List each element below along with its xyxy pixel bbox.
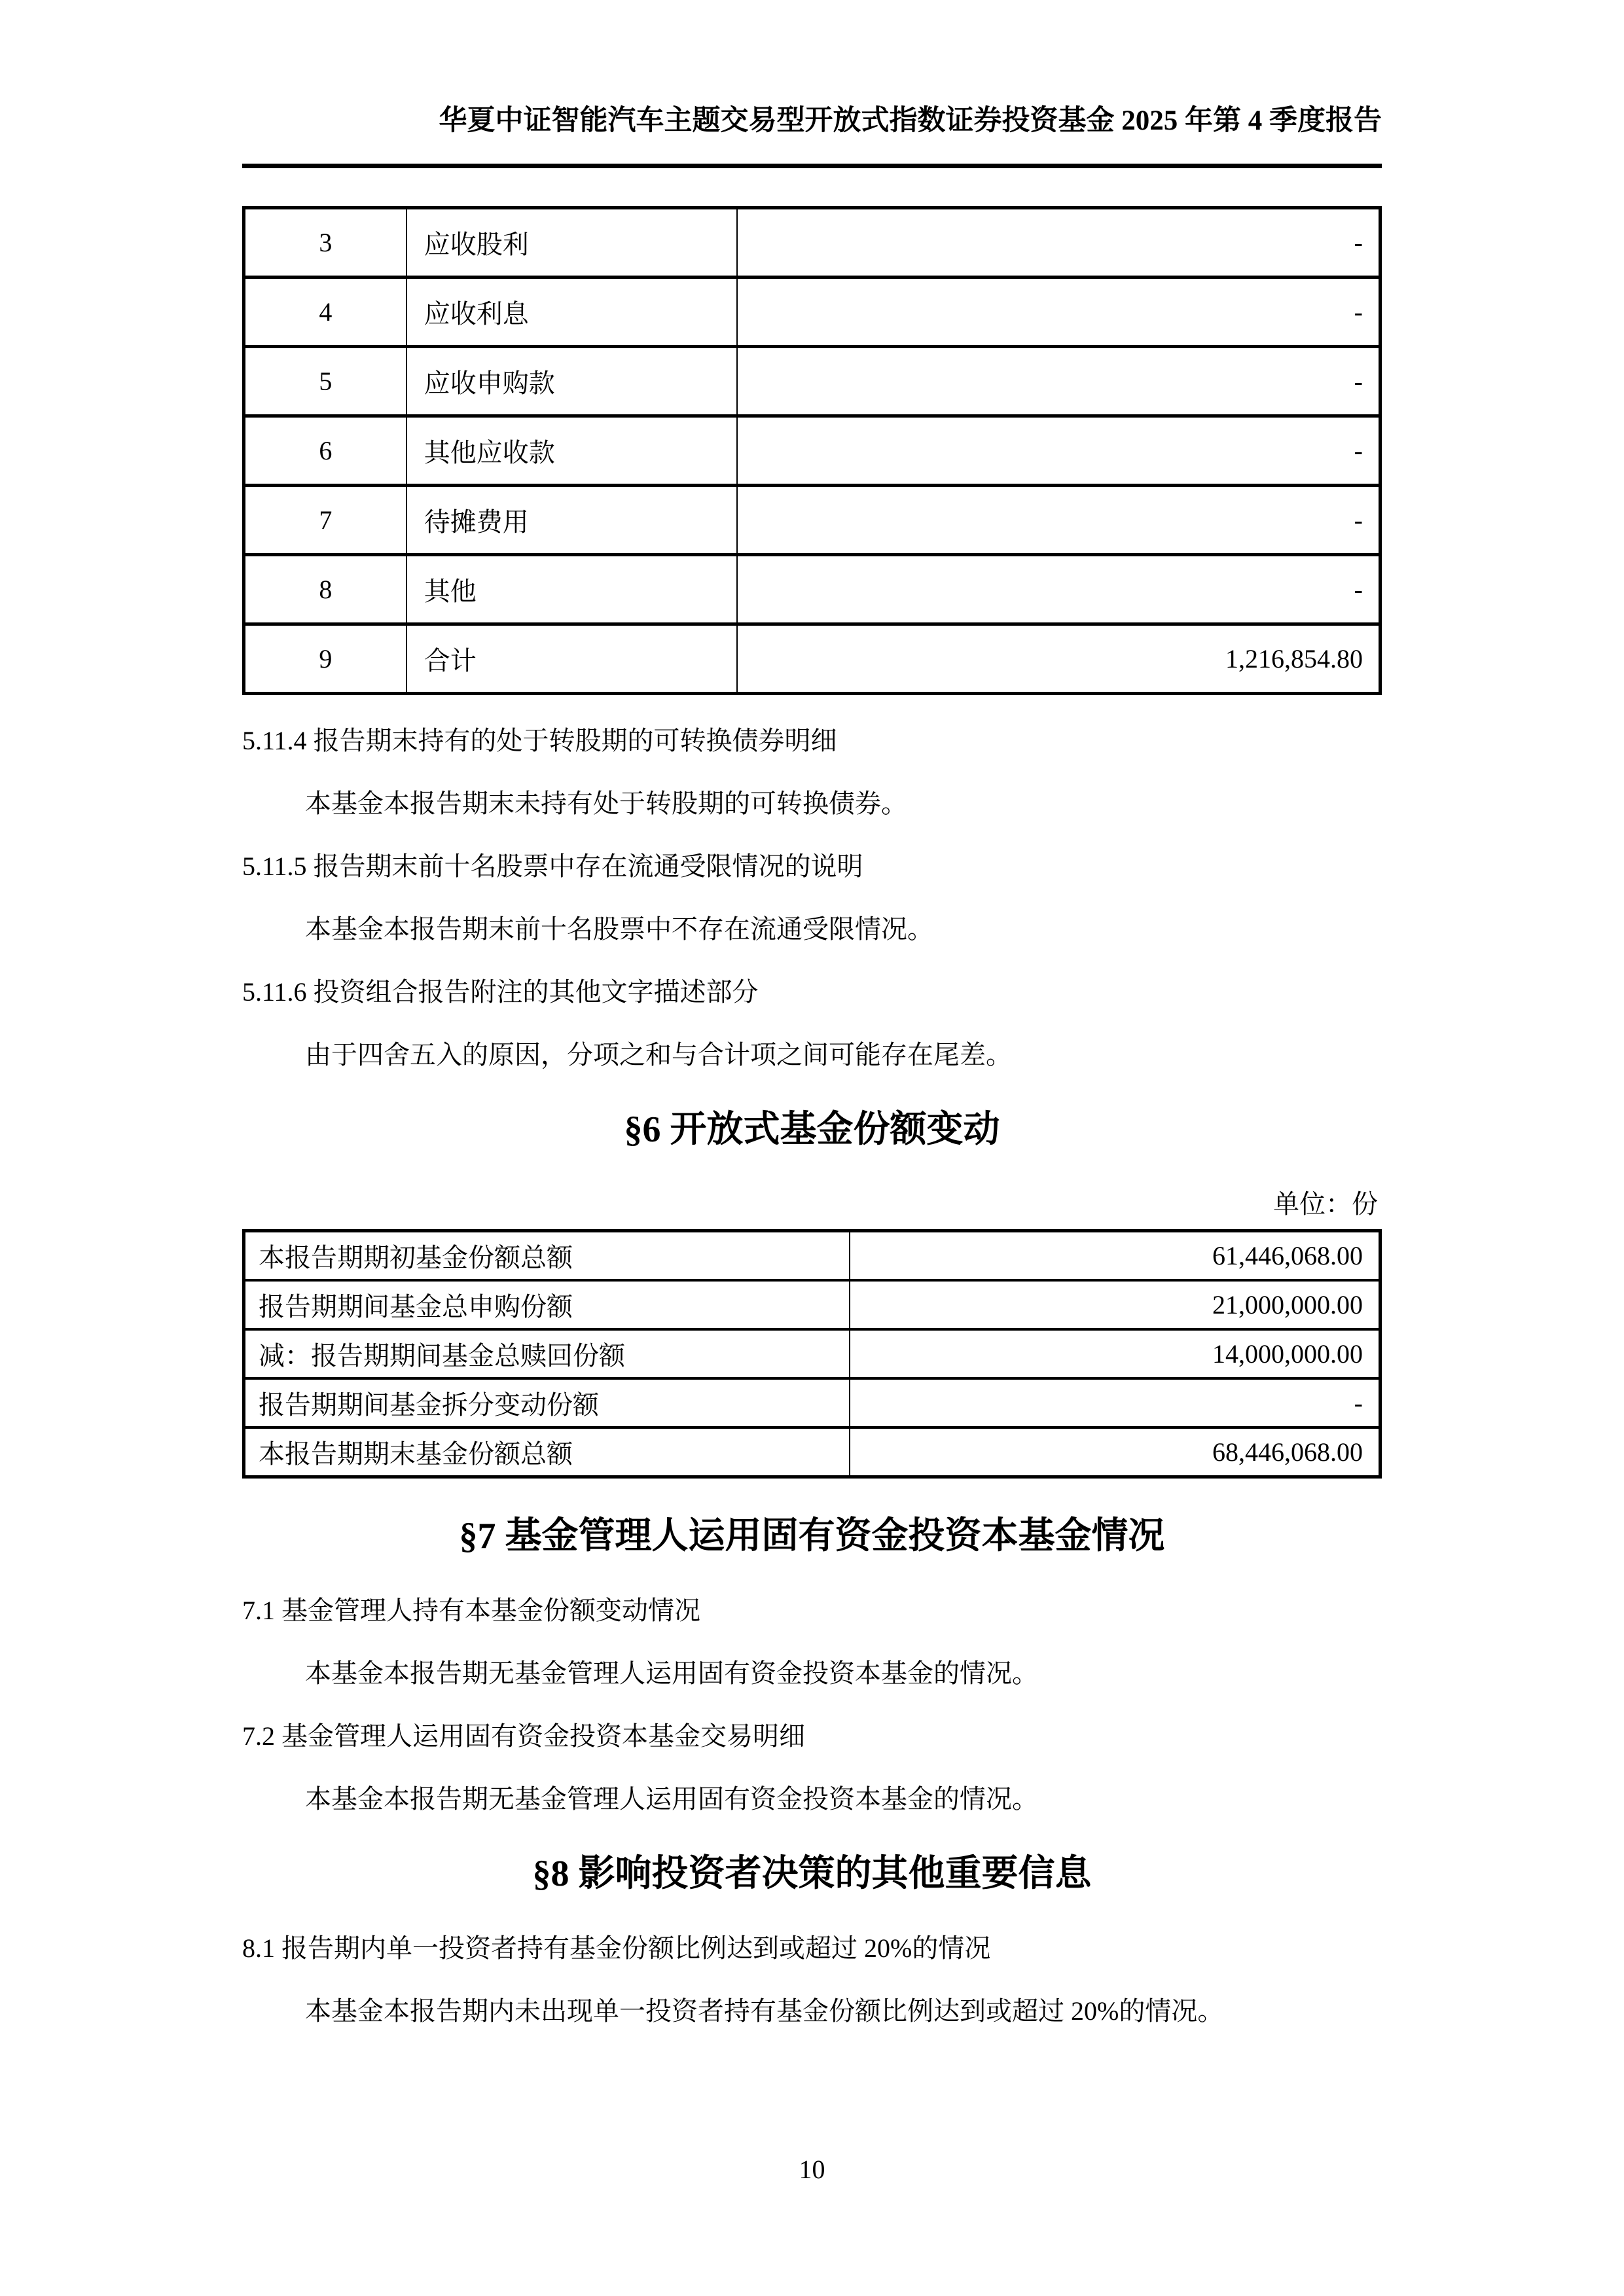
row-label-cell: 本报告期期初基金份额总额 [244,1231,850,1281]
section7-title: §7 基金管理人运用固有资金投资本基金情况 [459,1516,1165,1556]
table-row [244,1329,1380,1378]
row-label-cell: 本报告期期末基金份额总额 [244,1427,850,1477]
row-label-cell: 应收申购款 [406,347,737,416]
row-number-cell: 8 [244,555,406,624]
paragraph-5-11-5: 本基金本报告期末前十名股票中不存在流通受限情况。 [305,914,933,944]
row-value-cell: 68,446,068.00 [850,1427,1380,1477]
paragraph-5-11-4: 本基金本报告期末未持有处于转股期的可转换债券。 [305,789,907,818]
row-value-cell: - [737,555,1380,624]
row-number-cell: 6 [244,416,406,486]
table-row [244,347,1380,416]
row-value-cell: 1,216,854.80 [737,624,1380,694]
page-number: 10 [799,2155,825,2184]
row-label-cell: 其他 [406,555,737,624]
section6-title: §6 开放式基金份额变动 [624,1109,1000,1150]
row-number-cell: 5 [244,347,406,416]
row-label-cell: 报告期期间基金总申购份额 [244,1280,850,1329]
heading-7-1: 7.1 基金管理人持有本基金份额变动情况 [242,1596,700,1625]
heading-8-1: 8.1 报告期内单一投资者持有基金份额比例达到或超过 20%的情况 [242,1933,991,1963]
page-content [242,0,1382,2187]
table-row [244,486,1380,555]
receivables-table [242,206,1382,695]
paragraph-5-11-6: 由于四舍五入的原因，分项之和与合计项之间可能存在尾差。 [305,1040,1012,1069]
paragraph-7-2: 本基金本报告期无基金管理人运用固有资金投资本基金的情况。 [305,1784,1038,1814]
row-number-cell: 7 [244,486,406,555]
row-label-cell: 报告期期间基金拆分变动份额 [244,1378,850,1427]
row-value-cell: - [850,1378,1380,1427]
row-label-cell: 应收利息 [406,278,737,347]
paragraph-8-1: 本基金本报告期内未出现单一投资者持有基金份额比例达到或超过 20%的情况。 [305,1996,1224,2026]
row-value-cell: 61,446,068.00 [850,1231,1380,1281]
table-row [244,1427,1380,1477]
header-rule [242,164,1382,168]
heading-5-11-4: 5.11.4 报告期末持有的处于转股期的可转换债券明细 [242,726,837,755]
row-label-cell: 其他应收款 [406,416,737,486]
row-number-cell: 4 [244,278,406,347]
table-row-total [244,624,1380,694]
row-value-cell: 21,000,000.00 [850,1280,1380,1329]
row-value-cell: 14,000,000.00 [850,1329,1380,1378]
row-label-cell: 待摊费用 [406,486,737,555]
row-value-cell: - [737,347,1380,416]
table-row [244,278,1380,347]
table-row [244,555,1380,624]
row-label-cell: 合计 [406,624,737,694]
table-row [244,1280,1380,1329]
section8-title: §8 影响投资者决策的其他重要信息 [532,1854,1092,1894]
page-header-title: 华夏中证智能汽车主题交易型开放式指数证券投资基金 2025 年第 4 季度报告 [439,105,1382,136]
row-label-cell: 减：报告期期间基金总赎回份额 [244,1329,850,1378]
share-change-table [242,1229,1382,1479]
row-number-cell: 3 [244,208,406,278]
row-label-cell: 应收股利 [406,208,737,278]
heading-7-2: 7.2 基金管理人运用固有资金投资本基金交易明细 [242,1721,805,1751]
table-row [244,208,1380,278]
row-value-cell: - [737,208,1380,278]
paragraph-7-1: 本基金本报告期无基金管理人运用固有资金投资本基金的情况。 [305,1659,1038,1688]
row-value-cell: - [737,416,1380,486]
heading-5-11-5: 5.11.5 报告期末前十名股票中存在流通受限情况的说明 [242,852,863,881]
unit-note: 单位：份 [1273,1189,1378,1219]
table-row [244,1378,1380,1427]
row-value-cell: - [737,278,1380,347]
table-row [244,1231,1380,1281]
table-row [244,416,1380,486]
row-number-cell: 9 [244,624,406,694]
heading-5-11-6: 5.11.6 投资组合报告附注的其他文字描述部分 [242,977,759,1007]
row-value-cell: - [737,486,1380,555]
